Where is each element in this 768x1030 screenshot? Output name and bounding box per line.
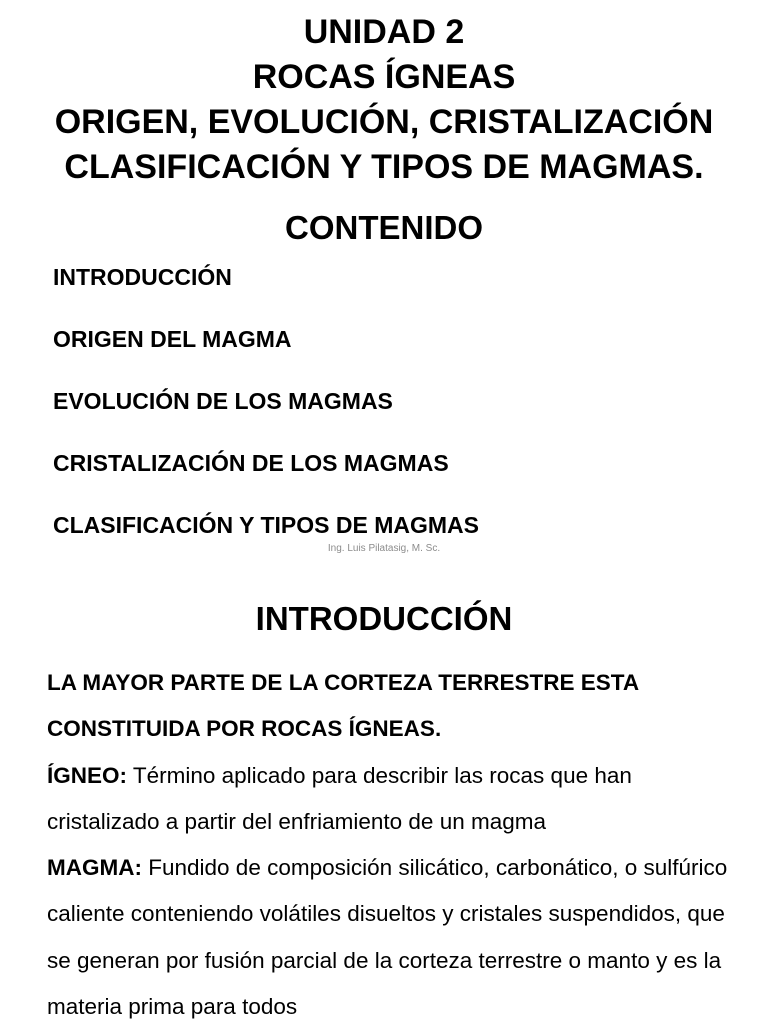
definition-term: ÍGNEO:: [47, 762, 128, 788]
table-of-contents: [53, 262, 479, 572]
toc-item: EVOLUCIÓN DE LOS MAGMAS: [53, 388, 393, 414]
title-line-topic: ROCAS ÍGNEAS: [252, 58, 516, 96]
intro-statement: LA MAYOR PARTE DE LA CORTEZA TERRESTRE ESTA CONSTITUIDA POR ROCAS ÍGNEAS.: [47, 670, 639, 742]
title-line-unit: UNIDAD 2: [303, 13, 465, 51]
toc-item: ORIGEN DEL MAGMA: [53, 326, 292, 352]
definition-igneo: [47, 753, 747, 846]
title-line-classification: CLASIFICACIÓN Y TIPOS DE MAGMAS.: [64, 148, 704, 186]
definition-magma: [47, 845, 747, 1030]
introduction-slide: [0, 560, 768, 1024]
toc-item: CLASIFICACIÓN Y TIPOS DE MAGMAS: [53, 512, 479, 538]
author-credit: Ing. Luis Pilatasig, M. Sc.: [327, 543, 441, 554]
definition-text: Término aplicado para describir las rocas que han cristalizado a partir del enfriamiento de un magma: [47, 762, 632, 834]
slide-title: [0, 10, 768, 190]
definition-text: Fundido de composición silicático, carbonático, o sulfúrico caliente conteniendo volátiles disueltos y cristales suspendidos, que se generan por fusión parcial de la corteza terrestre o manto y es la materia prima para todos: [47, 855, 728, 1020]
contents-heading: CONTENIDO: [285, 209, 483, 246]
title-line-subtopics: ORIGEN, EVOLUCIÓN, CRISTALIZACIÓN: [54, 103, 714, 141]
toc-item: INTRODUCCIÓN: [53, 264, 232, 290]
toc-item: CRISTALIZACIÓN DE LOS MAGMAS: [53, 450, 449, 476]
introduction-body: [47, 660, 747, 1030]
introduction-heading: INTRODUCCIÓN: [255, 600, 513, 637]
definition-term: MAGMA:: [47, 855, 142, 881]
